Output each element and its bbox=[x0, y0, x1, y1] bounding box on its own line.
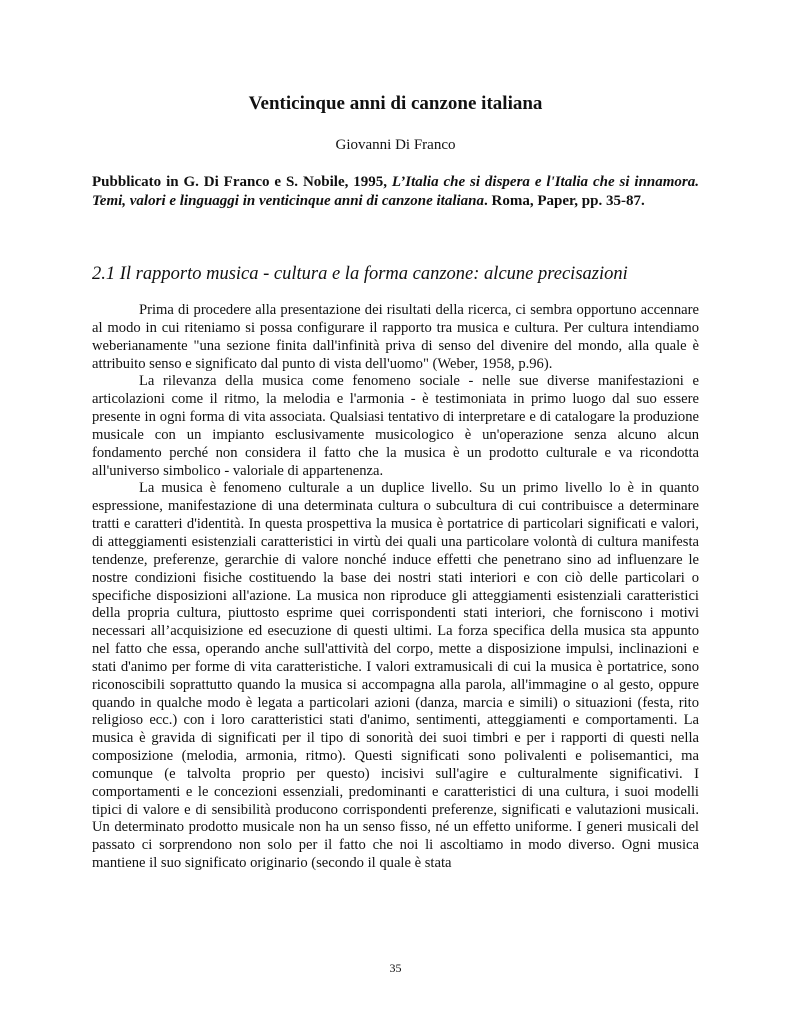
publication-book-title: L’Italia che si dispera e l'Italia che si innamora. Temi, valori e linguaggi in venticinque anni di canzone italiana bbox=[92, 174, 700, 209]
paragraph: Prima di procedere alla presentazione dei risultati della ricerca, ci sembra opportuno accennare al modo in cui riteniamo si possa configurare il rapporto tra musica e cultura. Per cultura intendiamo weberianamente "una sezione finita dall'infinità priva di senso del divenire del mondo, alla quale è attribuito senso e significato dal punto di vista dell'uomo" (Weber, 1958, p.96). bbox=[92, 302, 699, 372]
author-name: Giovanni Di Franco bbox=[335, 137, 456, 153]
publication-prefix: Pubblicato in G. Di Franco e S. Nobile, 1995, bbox=[92, 174, 392, 190]
publication-note bbox=[92, 173, 699, 211]
section-heading: 2.1 Il rapporto musica - cultura e la forma canzone: alcune precisazioni bbox=[92, 264, 628, 284]
document-title: Venticinque anni di canzone italiana bbox=[248, 93, 543, 114]
paragraph: La musica è fenomeno culturale a un duplice livello. Su un primo livello lo è in quanto espressione, manifestazione di una determinata cultura o subcultura di cui contribuisce a determinare tratti e caratteri d'identità. In questa prospettiva la musica è portatrice di particolari significati e valori, di atteggiamenti esistenziali caratteristici in virtù dei quali una particolare volontà di cultura manifesta tendenze, preferenze, gerarchie di valore nonché induce effetti che penetrano sino ad influenzare le nostre condizioni fisiche costituendo la base dei nostri stati interiori e con ciò delle particolari o specifiche disposizioni all'azione. La musica non riproduce gli atteggiamenti esistenziali caratteristici della propria cultura, piuttosto esprime quei corrispondenti stati interiori, che forniscono i motivi necessari all’acquisizione ed esecuzione di questi ultimi. La forza specifica della musica sta appunto nel fatto che essa, operando anche sull'attività del corpo, mette a disposizione impulsi, inclinazioni e stati d'animo per forme di vita caratteristiche. I valori extramusicali di cui la musica è portatrice, sono riconoscibili soprattutto quando la musica si accompagna alla parola, all'immagine o al gesto, oppure quando in qualche modo è legata a particolari azioni (danza, marcia e simili) o situazioni (festa, rito religioso ecc.) con i loro caratteristici stati d'animo, sentimenti, atteggiamenti e comportamenti. La musica è gravida di significati per il tipo di sonorità dei suoi timbri e per i rapporti di questi nella composizione (melodia, armonia, ritmo). Questi significati sono polivalenti e polisemantici, ma comunque (e talvolta proprio per questo) incisivi sull'agire e culturalmente significativi. I comportamenti e le concezioni essenziali, predominanti e caratteristici di una cultura, i suoi modelli tipici di valore e di sensibilità producono corrispondenti preferenze, significati e valutazioni musicali. Un determinato prodotto musicale non ha un senso fisso, né un effetto uniforme. I generi musicali del passato ci sorprendono non solo per il fatto che noi li ascoltiamo in modo diverso. Ogni musica mantiene il suo significato originario (secondo il quale è stata bbox=[92, 480, 699, 872]
publication-suffix: . Roma, Paper, pp. 35-87. bbox=[484, 193, 645, 209]
body-text bbox=[92, 302, 699, 873]
paragraph: La rilevanza della musica come fenomeno sociale - nelle sue diverse manifestazioni e articolazioni come il ritmo, la melodia e l'armonia - è testimoniata in primo luogo dal suo essere presente in ogni forma di vita associata. Qualsiasi tentativo di interpretare e di catalogare la produzione musicale con un impianto esclusivamente musicologico è un'operazione senza alcuno alcun fondamento perché non considera il fatto che la musica è un prodotto culturale e va ricondotta all'universo simbolico - valoriale di appartenenza. bbox=[92, 373, 699, 479]
page-number: 35 bbox=[389, 961, 402, 975]
document-page bbox=[92, 0, 699, 1024]
